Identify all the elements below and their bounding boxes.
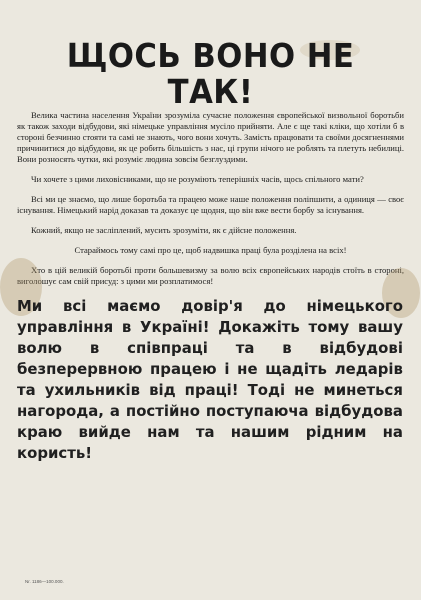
paragraph: Кожний, якщо не засліплений, мусить зрозуміти, як є дійсне положення. <box>31 225 297 235</box>
paragraph: Хто в цій великій боротьбі проти большевизму за волю всіх європейських народів стоїть в стороні, виголошує сам свій присуд: з цими ми розплатимося! <box>17 265 404 286</box>
paragraph: Всі ми це знаємо, що лише боротьба та працею може наше положення поліпшити, а одиниця — своє існування. Німецький нарід доказав та доказує це щодня, що він вже вести борбу за існування. <box>17 194 404 215</box>
paragraph: Чи хочете з цими лиховісниками, що не розуміють теперішніх часів, щось спільного мати? <box>31 174 364 184</box>
closing-appeal: Ми всі маємо довір'я до німецького управління в Україні! Докажіть тому вашу волю в співпраці та в відбудові безперервною працею і не щадіть ледарів та ухильників від праці! Тоді не минеться нагорода, а постійно поступаюча відбудова краю вийде нам та нашим рідним на користь! <box>17 297 403 462</box>
body-text <box>17 110 404 287</box>
headline: ЩОСЬ ВОНО НЕ ТАК! <box>66 36 355 111</box>
paragraph: Велика частина населення України зрозуміла сучасне положення європейської визвольної боротьби як також заходи відбудови, які німецьке управління мусіло прийняти. Але є ще такі кліки, що хотіли б в стороні безчинно стояти та самі не знають, чого вони хочуть. Замість працювати та своїми досягненнями причинитися до відбудови, як це робить більшість з нас, ці групи нічого не роблять та плетуть небилиці. Вони розносять чутки, які розуміє людина зовсім безглуздими. <box>17 110 404 164</box>
print-code: Nr. 1186—100.000. <box>25 579 64 584</box>
paragraph: Стараймось тому самі про це, щоб надвишка праці була розділена на всіх! <box>74 245 347 255</box>
